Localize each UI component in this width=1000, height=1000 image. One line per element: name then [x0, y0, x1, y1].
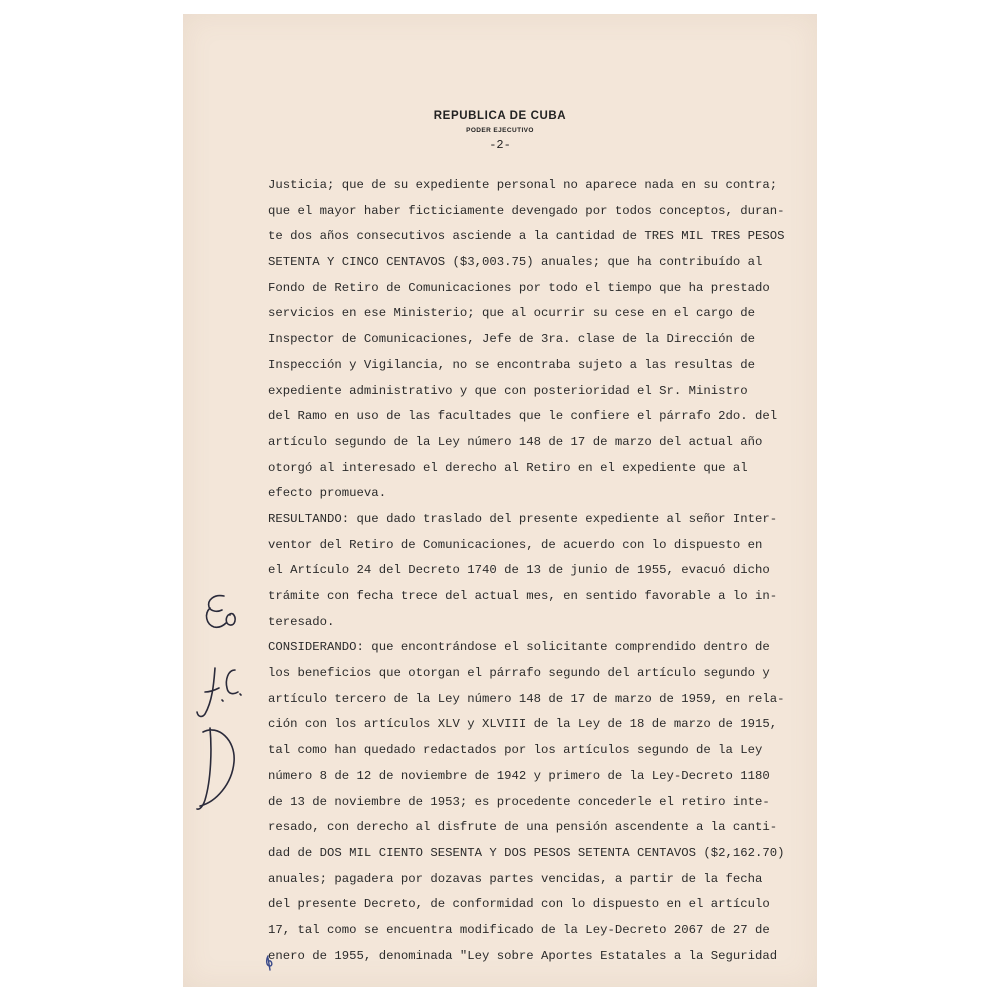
text-line: trámite con fecha trece del actual mes, en sentido favorable a lo in- [268, 589, 778, 603]
text-line: RESULTANDO: que dado traslado del presente expediente al señor Inter- [268, 511, 778, 526]
text-line: anuales; pagadera por dozavas partes vencidas, a partir de la fecha [268, 871, 763, 886]
text-line: expediente administrativo y que con posterioridad el Sr. Ministro [268, 383, 748, 398]
text-line: 17, tal como se encuentra modificado de la Ley-Decreto 2067 de 27 de [268, 922, 770, 937]
text-line: tal como han quedado redactados por los artículos segundo de la Ley [268, 743, 763, 758]
text-line: ción con los artículos XLV y XLVIII de la Ley de 18 de marzo de 1915, [268, 717, 778, 732]
text-line: artículo segundo de la Ley número 148 de 17 de marzo del actual año [268, 434, 763, 449]
text-line: Inspección y Vigilancia, no se encontraba sujeto a las resultas de [268, 357, 756, 372]
text-line: ventor del Retiro de Comunicaciones, de acuerdo con lo dispuesto en [268, 537, 763, 552]
text-line: número 8 de 12 de noviembre de 1942 y primero de la Ley-Decreto 1180 [268, 768, 770, 783]
text-line: del presente Decreto, de conformidad con lo dispuesto en el artículo [268, 897, 770, 912]
text-line: los beneficios que otorgan el párrafo segundo del artículo segundo y [268, 666, 770, 681]
letterhead-title: REPUBLICA DE CUBA [433, 110, 567, 122]
text-line: del Ramo en uso de las facultades que le confiere el párrafo 2do. del [268, 409, 778, 424]
text-line: otorgó al interesado el derecho al Retiro en el expediente que al [268, 460, 748, 475]
text-line: Justicia; que de su expediente personal no aparece nada en su contra; [268, 178, 778, 192]
text-line: el Artículo 24 del Decreto 1740 de 13 de junio de 1955, evacuó dicho [268, 563, 770, 578]
page-number: -2- [489, 138, 511, 152]
text-line: que el mayor haber ficticiamente devengado por todos conceptos, duran- [268, 203, 785, 218]
text-line: Inspector de Comunicaciones, Jefe de 3ra. clase de la Dirección de [268, 332, 756, 347]
letterhead-subtitle: PODER EJECUTIVO [466, 127, 534, 134]
text-line: SETENTA Y CINCO CENTAVOS ($3,003.75) anuales; que ha contribuído al [268, 255, 763, 270]
text-line: artículo tercero de la Ley número 148 de 17 de marzo de 1959, en rela- [268, 691, 785, 706]
text-line: resado, con derecho al disfrute de una pensión ascendente a la canti- [268, 820, 778, 835]
text-line: enero de 1955, denominada "Ley sobre Aportes Estatales a la Seguridad [268, 948, 778, 963]
text-line: efecto promueva. [268, 486, 387, 501]
document-body [268, 173, 808, 969]
text-line: te dos años consecutivos asciende a la cantidad de TRES MIL TRES PESOS [268, 229, 785, 244]
text-line: teresado. [268, 614, 335, 629]
text-line: de 13 de noviembre de 1953; es procedente concederle el retiro inte- [268, 794, 770, 809]
text-line: CONSIDERANDO: que encontrándose el solicitante comprendido dentro de [268, 640, 770, 655]
text-line: servicios en ese Ministerio; que al ocurrir su cese en el cargo de [268, 306, 756, 321]
text-line: dad de DOS MIL CIENTO SESENTA Y DOS PESOS SETENTA CENTAVOS ($2,162.70) [268, 845, 785, 860]
text-line: Fondo de Retiro de Comunicaciones por todo el tiempo que ha prestado [268, 280, 770, 295]
